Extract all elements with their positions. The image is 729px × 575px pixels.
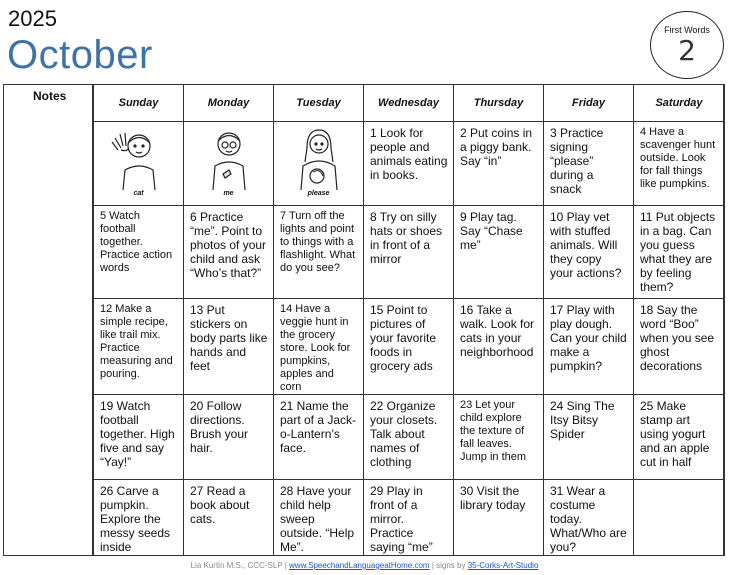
day-text-14: 14 Have a veggie hunt in the grocery store. Look for pumpkins, apples and corn <box>280 303 351 393</box>
day-cell-29 <box>364 480 454 556</box>
sign-please-illustration <box>287 124 351 192</box>
badge-number: 2 <box>678 34 696 67</box>
day-text-26: 26 Carve a pumpkin. Explore the messy seeds inside <box>100 484 171 554</box>
sign-label-please: please <box>307 190 330 197</box>
sign-cell-cat <box>94 122 184 206</box>
week-row-2 <box>94 206 725 299</box>
day-cell-19 <box>94 395 184 480</box>
first-words-badge <box>650 11 724 79</box>
day-cell-26 <box>94 480 184 556</box>
sign-cell-please <box>274 122 364 206</box>
day-text-29: 29 Play in front of a mirror. Practice saying “me” <box>370 484 433 554</box>
day-cell-20 <box>184 395 274 480</box>
year: 2025 <box>8 6 57 31</box>
notes-label: Notes <box>33 89 67 103</box>
calendar-grid <box>93 84 725 556</box>
day-cell-18 <box>634 299 725 395</box>
day-text-13: 13 Put stickers on body parts like hands and feet <box>190 303 268 373</box>
weekday-header-row <box>94 85 725 122</box>
badge-label: First Words <box>664 25 710 35</box>
day-cell-21 <box>274 395 364 480</box>
day-text-7: 7 Turn off the lights and point to things with a flashlight. What do you see? <box>280 210 356 274</box>
week-row-1 <box>94 122 725 206</box>
sign-me-illustration <box>197 124 261 192</box>
day-text-empty <box>634 480 724 484</box>
day-text-19: 19 Watch football together. High five and say “Yay!” <box>100 399 175 469</box>
sign-label-cat: cat <box>133 190 144 197</box>
day-text-11: 11 Put objects in a bag. Can you guess what they are by feeling them? <box>640 210 716 294</box>
day-text-10: 10 Play vet with stuffed animals. Will they copy your actions? <box>550 210 622 280</box>
day-text-3: 3 Practice signing “please” during a snack <box>550 126 604 196</box>
day-text-30: 30 Visit the library today <box>460 484 526 512</box>
day-text-20: 20 Follow directions. Brush your hair. <box>190 399 249 455</box>
day-text-31: 31 Wear a costume today. What/Who are you? <box>550 484 627 554</box>
week-row-4 <box>94 395 725 480</box>
footer-separator: | <box>284 561 287 570</box>
day-text-15: 15 Point to pictures of your favorite foods in grocery ads <box>370 303 437 373</box>
day-text-17: 17 Play with play dough. Can your child make a pumpkin? <box>550 303 627 373</box>
day-cell-empty <box>634 480 725 556</box>
day-text-27: 27 Read a book about cats. <box>190 484 250 526</box>
day-cell-14 <box>274 299 364 395</box>
weekday-saturday: Saturday <box>634 85 725 122</box>
week-row-5 <box>94 480 725 556</box>
day-text-28: 28 Have your child help sweep outside. “Help Me”. <box>280 484 355 554</box>
day-cell-15 <box>364 299 454 395</box>
day-text-2: 2 Put coins in a piggy bank. Say “in” <box>460 126 533 168</box>
day-cell-27 <box>184 480 274 556</box>
footer-author: Lia Kurtin M.S., CCC-SLP <box>190 561 283 570</box>
day-text-21: 21 Name the part of a Jack-o-Lantern’s face. <box>280 399 357 455</box>
day-cell-8 <box>364 206 454 299</box>
day-text-6: 6 Practice “me”. Point to photos of your child and ask “Who’s that?” <box>190 210 267 280</box>
day-text-4: 4 Have a scavenger hunt outside. Look for fall things like pumpkins. <box>640 126 716 190</box>
day-cell-9 <box>454 206 544 299</box>
day-cell-23 <box>454 395 544 480</box>
day-cell-2 <box>454 122 544 206</box>
day-text-23: 23 Let your child explore the texture of fall leaves. Jump in them <box>460 399 527 463</box>
weekday-monday: Monday <box>184 85 274 122</box>
month-title: October <box>7 33 153 77</box>
day-text-25: 25 Make stamp art using yogurt and an apple cut in half <box>640 399 710 469</box>
day-text-16: 16 Take a walk. Look for cats in your neighborhood <box>460 303 535 359</box>
day-cell-31 <box>544 480 634 556</box>
day-text-24: 24 Sing The Itsy Bitsy Spider <box>550 399 615 441</box>
day-cell-7 <box>274 206 364 299</box>
day-cell-4 <box>634 122 725 206</box>
day-text-12: 12 Make a simple recipe, like trail mix. Practice measuring and pouring. <box>100 303 173 380</box>
day-cell-22 <box>364 395 454 480</box>
day-cell-12 <box>94 299 184 395</box>
week-row-3 <box>94 299 725 395</box>
day-cell-1 <box>364 122 454 206</box>
day-cell-6 <box>184 206 274 299</box>
day-cell-16 <box>454 299 544 395</box>
day-cell-30 <box>454 480 544 556</box>
weekday-tuesday: Tuesday <box>274 85 364 122</box>
sign-cat-illustration <box>107 124 171 192</box>
day-cell-17 <box>544 299 634 395</box>
footer <box>0 561 729 570</box>
day-text-8: 8 Try on silly hats or shoes in front of a mirror <box>370 210 443 266</box>
day-text-18: 18 Say the word “Boo” when you see ghost decorations <box>640 303 715 373</box>
day-cell-3 <box>544 122 634 206</box>
day-cell-5 <box>94 206 184 299</box>
sign-cell-me <box>184 122 274 206</box>
sign-label-me: me <box>223 190 234 197</box>
day-cell-28 <box>274 480 364 556</box>
day-cell-10 <box>544 206 634 299</box>
day-text-9: 9 Play tag. Say “Chase me” <box>460 210 523 252</box>
day-text-1: 1 Look for people and animals eating in books. <box>370 126 448 182</box>
day-cell-11 <box>634 206 725 299</box>
footer-website-link[interactable]: www.SpeechandLanguageatHome.com <box>289 561 430 570</box>
weekday-sunday: Sunday <box>94 85 184 122</box>
footer-signs-credit-link[interactable]: 35-Corks-Art-Studio <box>467 561 539 570</box>
footer-signs-by: | signs by <box>431 561 466 570</box>
day-text-5: 5 Watch football together. Practice action words <box>100 210 173 274</box>
day-text-22: 22 Organize your closets. Talk about names of clothing <box>370 399 438 469</box>
weekday-friday: Friday <box>544 85 634 122</box>
day-cell-24 <box>544 395 634 480</box>
day-cell-25 <box>634 395 725 480</box>
weekday-thursday: Thursday <box>454 85 544 122</box>
weekday-wednesday: Wednesday <box>364 85 454 122</box>
day-cell-13 <box>184 299 274 395</box>
